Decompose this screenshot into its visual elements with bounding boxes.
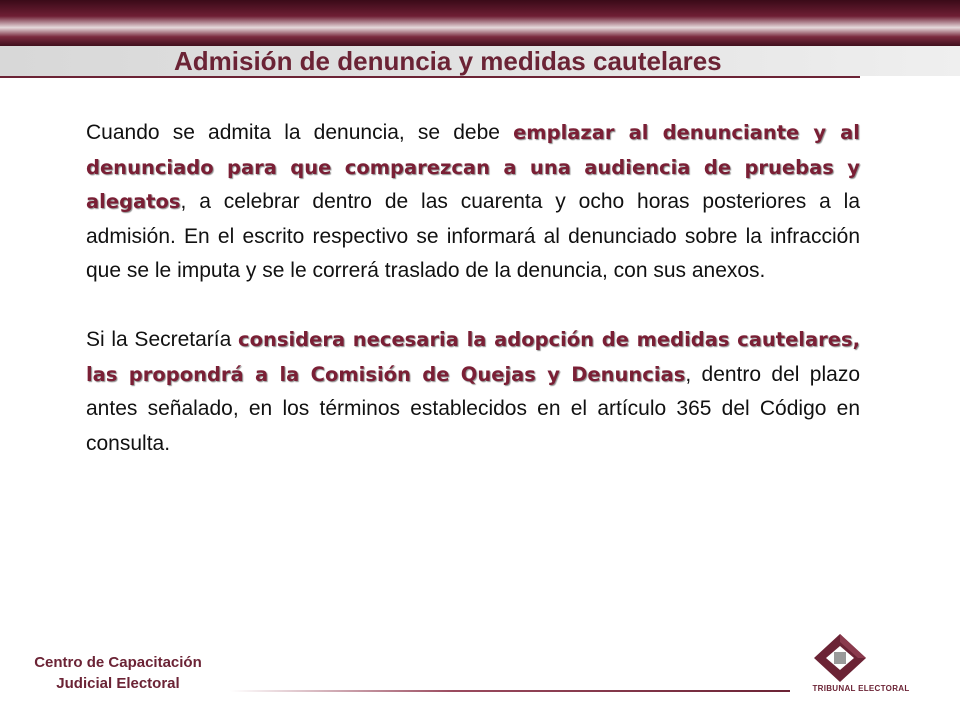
highlighted-text: considera necesaria la adopción de medidas cautelares, las propondrá a la Comisión de Quejas y Denuncias bbox=[86, 327, 860, 386]
logo-caption: TRIBUNAL ELECTORAL bbox=[812, 684, 910, 693]
paragraph-text: Cuando se admita la denuncia, se debe bbox=[86, 121, 514, 144]
paragraph-medidas-cautelares bbox=[86, 323, 860, 461]
highlighted-text: emplazar al denunciante y al denunciado para que comparezcan a una audiencia de pruebas y alegatos bbox=[86, 121, 860, 214]
page-title: Admisión de denuncia y medidas cautelares bbox=[174, 46, 722, 76]
slide-content bbox=[86, 116, 860, 461]
footer-divider bbox=[230, 690, 790, 692]
footer-institution bbox=[8, 652, 228, 694]
paragraph-text: Si la Secretaría bbox=[86, 327, 239, 351]
paragraph-emplazamiento bbox=[86, 116, 860, 289]
header-band bbox=[0, 0, 960, 46]
footer-line-1: Centro de Capacitación bbox=[34, 654, 202, 671]
footer-line-2: Judicial Electoral bbox=[56, 675, 180, 692]
paragraph-text: , a celebrar dentro de las cuarenta y ocho horas posteriores a la admisión. En el escrito respectivo se informará al denunciado sobre la infracción que se le imputa y se le correrá traslado de la denuncia, con sus anexos. bbox=[86, 190, 860, 283]
tribunal-electoral-logo-icon bbox=[796, 632, 926, 712]
paragraph-text: , dentro del plazo antes señalado, en los términos establecidos en el artículo 365 del Código en consulta. bbox=[86, 362, 861, 455]
